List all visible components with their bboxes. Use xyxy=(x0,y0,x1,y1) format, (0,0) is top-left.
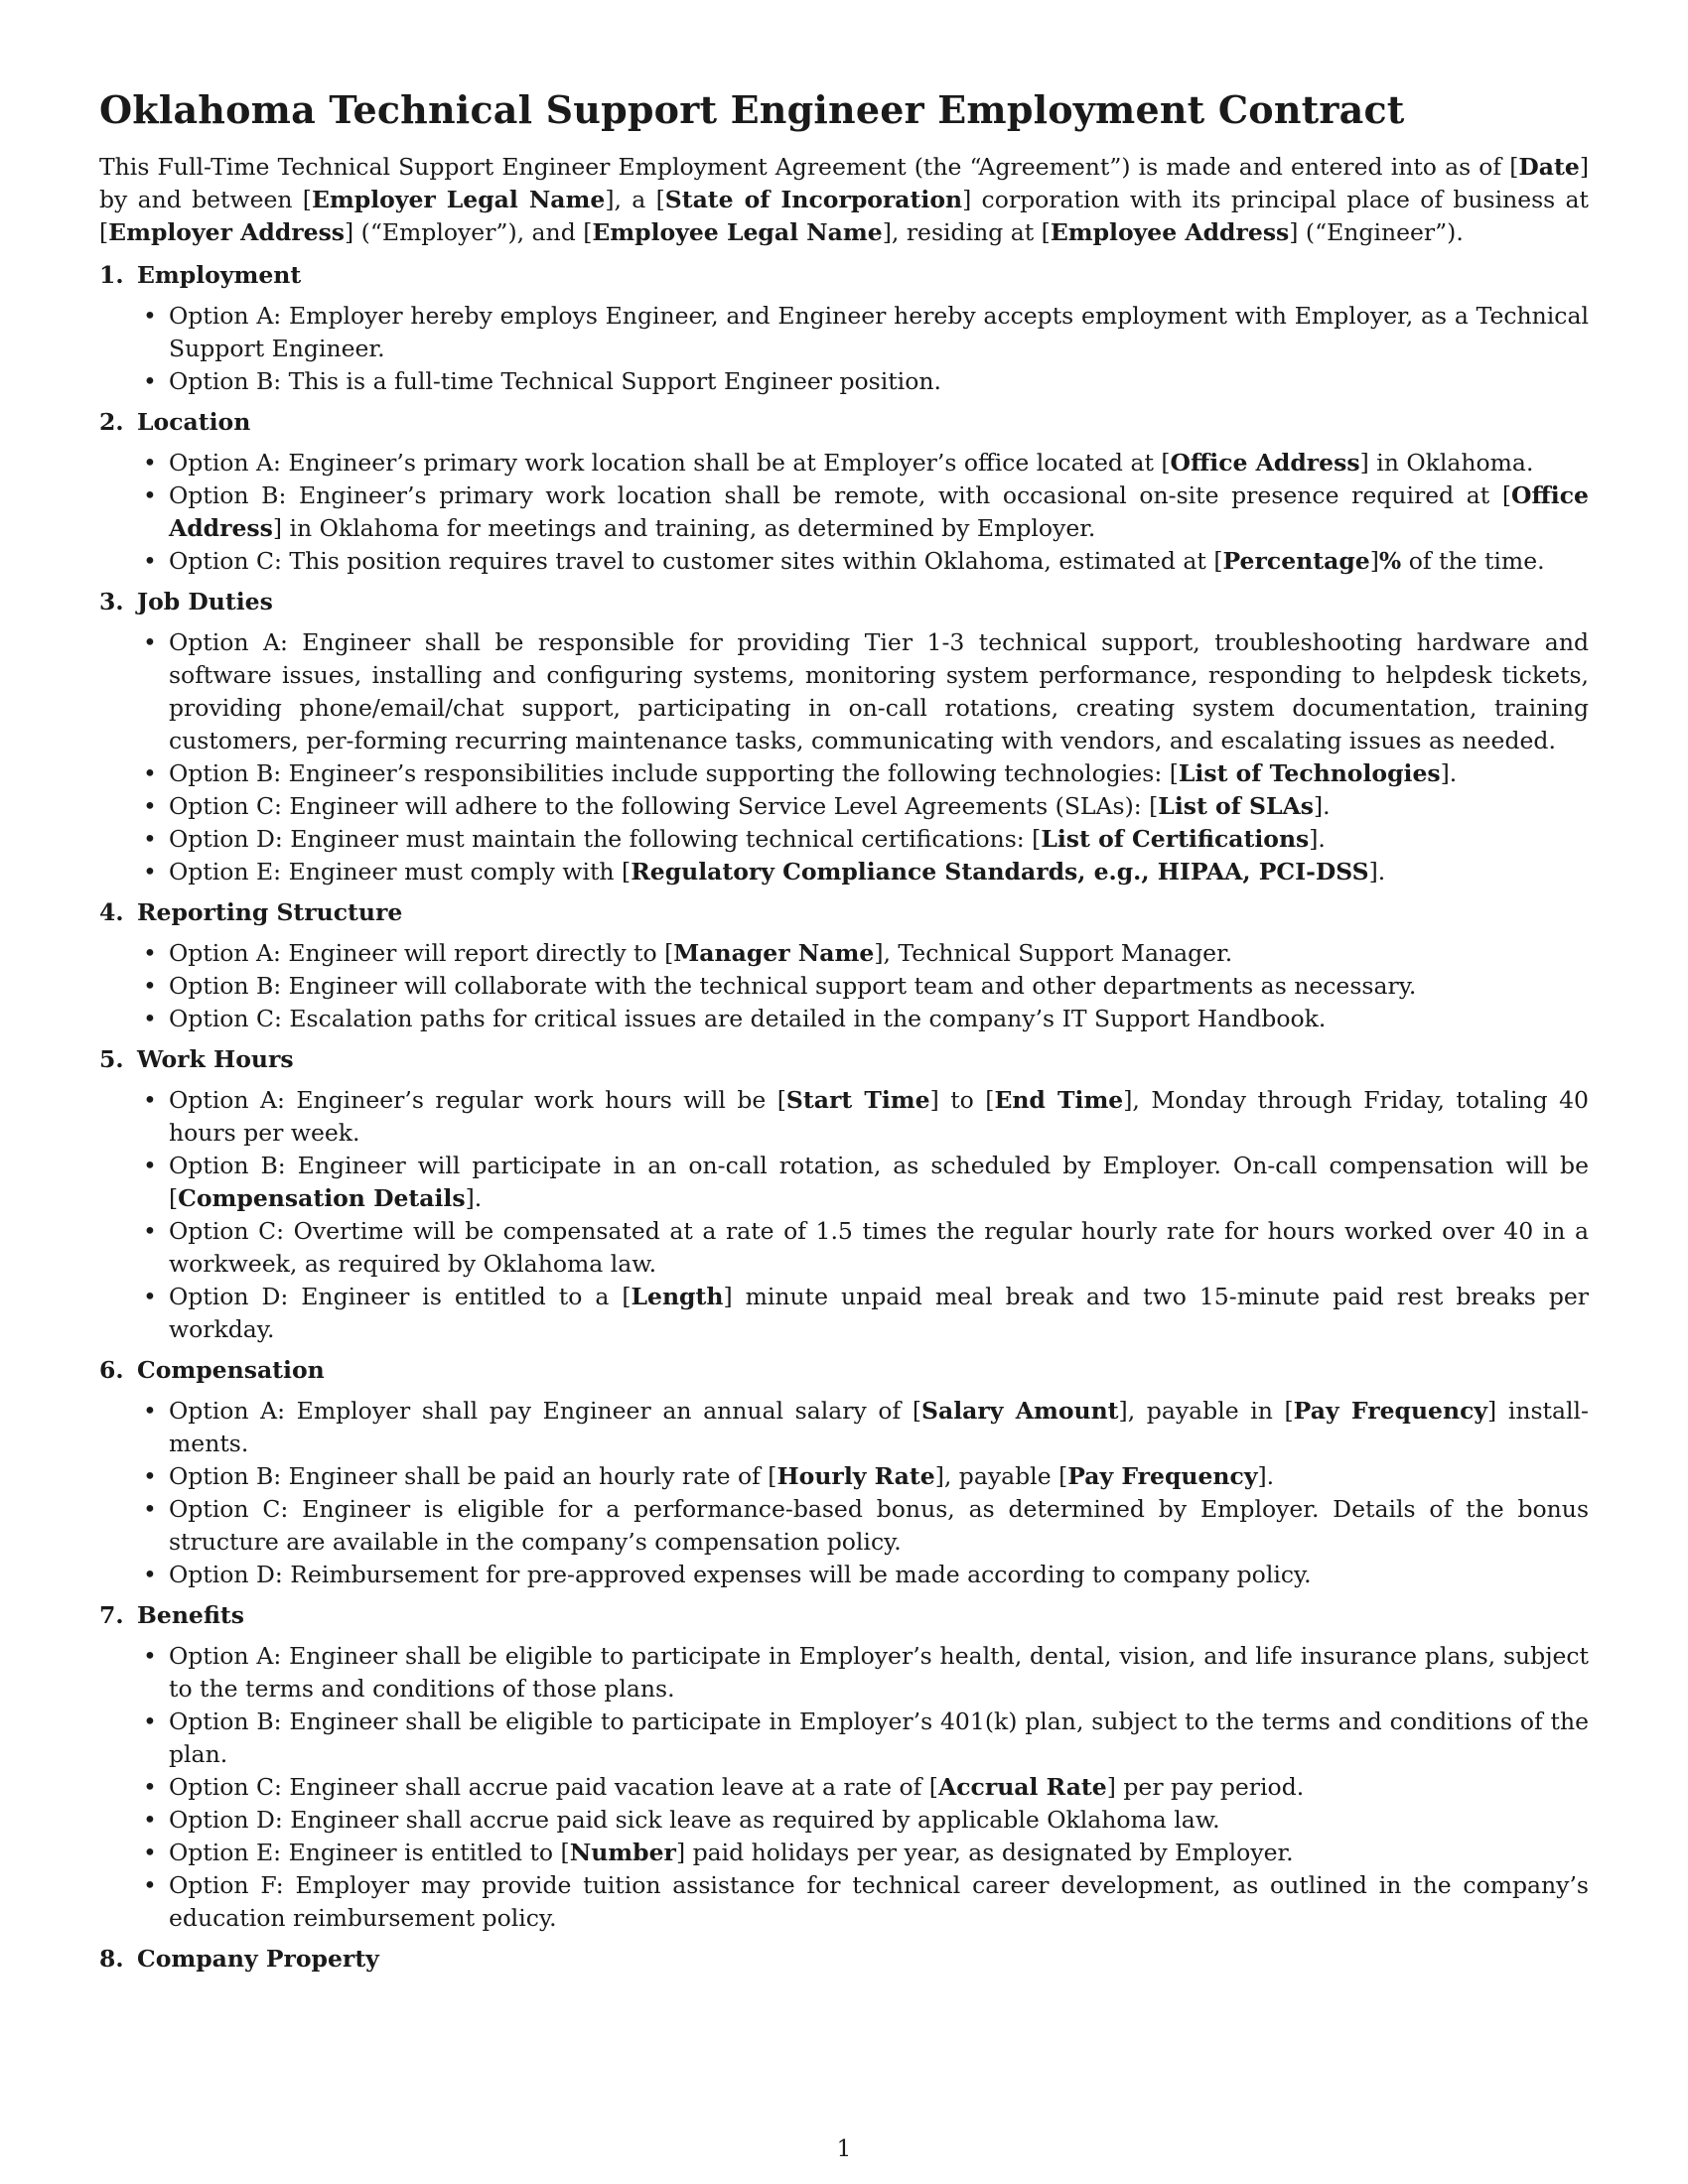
placeholder-field: State of Incorporation xyxy=(664,186,963,213)
text-run: Option E: Engineer must comply with [ xyxy=(169,858,632,886)
placeholder-field: Employee Address xyxy=(1050,218,1290,246)
placeholder-field: % xyxy=(1378,547,1402,575)
text-run: ] paid holidays per year, as designated by Employer. xyxy=(675,1839,1294,1866)
text-run: ]. xyxy=(1313,792,1331,820)
placeholder-field: Pay Frequency xyxy=(1293,1397,1488,1425)
text-run: Option D: Engineer shall accrue paid sick leave as required by applicable Oklahoma law. xyxy=(169,1806,1220,1834)
option-item xyxy=(99,545,1589,578)
text-run: ], a [ xyxy=(605,186,665,213)
text-run: ] corporation with its principal place of business at [ xyxy=(99,186,1589,246)
text-run: ], Monday through Friday, totaling 40 hours per week. xyxy=(169,1086,1589,1147)
section-title: Reporting Structure xyxy=(137,898,403,926)
text-run: ] per pay period. xyxy=(1106,1773,1305,1801)
text-run: Option D: Engineer must maintain the following technical certifications: [ xyxy=(169,825,1042,853)
text-run: ] by and between [ xyxy=(99,153,1589,213)
placeholder-field: End Time xyxy=(994,1086,1124,1114)
option-item xyxy=(99,1706,1589,1771)
option-item xyxy=(99,1460,1589,1493)
option-list xyxy=(99,1395,1589,1591)
option-list xyxy=(99,1640,1589,1935)
section-number: 3. xyxy=(99,588,124,615)
placeholder-field: Hourly Rate xyxy=(776,1462,935,1490)
option-item xyxy=(99,1084,1589,1150)
option-item xyxy=(99,1837,1589,1869)
placeholder-field: Office Address xyxy=(169,481,1589,542)
section-3 xyxy=(99,586,1589,888)
text-run: Option C: Engineer shall accrue paid vacation leave at a rate of [ xyxy=(169,1773,938,1801)
placeholder-field: Length xyxy=(631,1283,724,1310)
option-item xyxy=(99,1281,1589,1346)
section-number: 2. xyxy=(99,408,124,436)
text-run: ] (“Employer”), and [ xyxy=(345,218,593,246)
placeholder-field: Office Address xyxy=(1170,449,1360,477)
text-run: Option E: Engineer is entitled to [ xyxy=(169,1839,570,1866)
section-title: Location xyxy=(137,408,251,436)
section-7 xyxy=(99,1599,1589,1935)
section-5 xyxy=(99,1043,1589,1346)
text-run: Option C: Engineer is eligible for a performance-based bonus, as determined by Employer. Details of the bonus structure are available in the company’s compensation policy. xyxy=(169,1495,1589,1556)
option-item xyxy=(99,1869,1589,1935)
placeholder-field: List of Technologies xyxy=(1178,759,1441,787)
section-title: Compensation xyxy=(137,1356,325,1384)
option-item xyxy=(99,823,1589,856)
text-run: ] minute unpaid meal break and two 15-minute paid rest breaks per workday. xyxy=(169,1283,1589,1343)
text-run: Option A: Engineer shall be eligible to participate in Employer’s health, dental, vision, and life insurance plans, subject to the terms and conditions of those plans. xyxy=(169,1642,1589,1703)
text-run: Option D: Reimbursement for pre-approved expenses will be made according to company policy. xyxy=(169,1561,1312,1588)
option-item xyxy=(99,1493,1589,1559)
text-run: ]. xyxy=(1440,759,1458,787)
section-heading xyxy=(99,586,1589,618)
placeholder-field: Compensation Details xyxy=(178,1184,466,1212)
section-4 xyxy=(99,896,1589,1035)
section-number: 7. xyxy=(99,1601,124,1629)
option-item xyxy=(99,856,1589,888)
section-title: Company Property xyxy=(137,1945,379,1973)
placeholder-field: Manager Name xyxy=(673,939,875,967)
document-title: Oklahoma Technical Support Engineer Employment Contract xyxy=(99,87,1405,132)
placeholder-field: Start Time xyxy=(785,1086,930,1114)
text-run: Option A: Engineer shall be responsible for providing Tier 1-3 technical support, troubleshooting hardware and software issues, installing and configuring systems, monitoring system performance, responding to helpdesk tickets, providing phone/email/chat support, participating in on-call rotations, creating system documentation, training customers, per-forming recurring maintenance tasks, communicating with vendors, and escalating issues as needed. xyxy=(169,628,1589,754)
option-item xyxy=(99,937,1589,970)
placeholder-field: Percentage xyxy=(1222,547,1370,575)
text-run: Option A: Employer shall pay Engineer an annual salary of [ xyxy=(169,1397,922,1425)
section-heading xyxy=(99,1599,1589,1632)
option-item xyxy=(99,1640,1589,1706)
text-run: Option F: Employer may provide tuition assistance for technical career development, as outlined in the company’s education reimbursement policy. xyxy=(169,1871,1589,1932)
intro-paragraph xyxy=(99,151,1589,249)
text-run: Option B: Engineer’s responsibilities include supporting the following technologies: [ xyxy=(169,759,1179,787)
section-heading xyxy=(99,1943,1589,1976)
section-number: 6. xyxy=(99,1356,124,1384)
text-run: Option A: Employer hereby employs Engineer, and Engineer hereby accepts employment with Employer, as a Technical Support Engineer. xyxy=(169,302,1589,362)
text-run: Option C: This position requires travel to customer sites within Oklahoma, estimated at [ xyxy=(169,547,1223,575)
option-item xyxy=(99,1395,1589,1460)
text-run: ]. xyxy=(1309,825,1326,853)
section-1 xyxy=(99,259,1589,398)
section-number: 1. xyxy=(99,261,124,289)
option-list xyxy=(99,937,1589,1035)
text-run: ], payable in [ xyxy=(1118,1397,1294,1425)
placeholder-field: Employee Legal Name xyxy=(592,218,883,246)
option-item xyxy=(99,970,1589,1003)
text-run: ] xyxy=(1369,547,1379,575)
placeholder-field: Employer Address xyxy=(108,218,346,246)
text-run: Option D: Engineer is entitled to a [ xyxy=(169,1283,632,1310)
text-run: ], residing at [ xyxy=(882,218,1051,246)
section-number: 5. xyxy=(99,1045,124,1073)
text-run: ] in Oklahoma. xyxy=(1359,449,1534,477)
option-list xyxy=(99,1084,1589,1346)
section-title: Benefits xyxy=(137,1601,245,1629)
option-item xyxy=(99,626,1589,757)
placeholder-field: List of SLAs xyxy=(1158,792,1314,820)
section-heading xyxy=(99,896,1589,929)
text-run: ] install-ments. xyxy=(169,1397,1589,1457)
text-run: Option B: Engineer’s primary work location shall be remote, with occasional on-site presence required at [ xyxy=(169,481,1512,509)
text-run: Option A: Engineer’s regular work hours will be [ xyxy=(169,1086,786,1114)
section-8 xyxy=(99,1943,1589,1976)
text-run: Option B: Engineer will participate in an on-call rotation, as scheduled by Employer. On-call compensation will be [ xyxy=(169,1152,1589,1212)
option-item xyxy=(99,1215,1589,1281)
option-item xyxy=(99,1150,1589,1215)
placeholder-field: List of Certifications xyxy=(1041,825,1310,853)
text-run: ] to [ xyxy=(929,1086,995,1114)
section-title: Employment xyxy=(137,261,302,289)
text-run: ]. xyxy=(1368,858,1386,886)
option-item xyxy=(99,757,1589,790)
placeholder-field: Accrual Rate xyxy=(937,1773,1107,1801)
option-list xyxy=(99,626,1589,888)
option-item xyxy=(99,447,1589,479)
placeholder-field: Salary Amount xyxy=(921,1397,1119,1425)
option-item xyxy=(99,300,1589,365)
placeholder-field: Number xyxy=(569,1839,676,1866)
text-run: ] in Oklahoma for meetings and training, as determined by Employer. xyxy=(272,514,1096,542)
text-run: ] (“Engineer”). xyxy=(1289,218,1464,246)
text-run: Option A: Engineer will report directly to [ xyxy=(169,939,674,967)
option-item xyxy=(99,1559,1589,1591)
placeholder-field: Date xyxy=(1518,153,1580,181)
section-number: 8. xyxy=(99,1945,124,1973)
text-run: ], Technical Support Manager. xyxy=(874,939,1233,967)
page-number: 1 xyxy=(836,2136,852,2162)
text-run: ], payable [ xyxy=(934,1462,1068,1490)
document-page xyxy=(99,87,1589,1983)
section-heading xyxy=(99,259,1589,292)
placeholder-field: Regulatory Compliance Standards, e.g., HIPAA, PCI-DSS xyxy=(631,858,1369,886)
option-list xyxy=(99,300,1589,398)
option-item xyxy=(99,1804,1589,1837)
section-6 xyxy=(99,1354,1589,1591)
section-title: Work Hours xyxy=(137,1045,294,1073)
option-list xyxy=(99,447,1589,578)
section-heading xyxy=(99,406,1589,439)
placeholder-field: Pay Frequency xyxy=(1067,1462,1258,1490)
text-run: Option A: Engineer’s primary work location shall be at Employer’s office located at [ xyxy=(169,449,1171,477)
text-run: ]. xyxy=(1257,1462,1275,1490)
text-run: Option B: Engineer shall be paid an hourly rate of [ xyxy=(169,1462,777,1490)
option-item xyxy=(99,790,1589,823)
option-item xyxy=(99,365,1589,398)
text-run: Option B: Engineer will collaborate with the technical support team and other departments as necessary. xyxy=(169,972,1417,1000)
section-heading xyxy=(99,1354,1589,1387)
option-item xyxy=(99,1771,1589,1804)
section-2 xyxy=(99,406,1589,578)
sections-container xyxy=(99,259,1589,1976)
text-run: This Full-Time Technical Support Engineer Employment Agreement (the “Agreement”) is made and entered into as of [ xyxy=(99,153,1519,181)
text-run: of the time. xyxy=(1401,547,1545,575)
option-item xyxy=(99,479,1589,545)
section-number: 4. xyxy=(99,898,124,926)
text-run: Option C: Overtime will be compensated at a rate of 1.5 times the regular hourly rate for hours worked over 40 in a workweek, as required by Oklahoma law. xyxy=(169,1217,1589,1278)
text-run: Option C: Engineer will adhere to the following Service Level Agreements (SLAs): [ xyxy=(169,792,1159,820)
text-run: Option C: Escalation paths for critical issues are detailed in the company’s IT Support Handbook. xyxy=(169,1005,1327,1032)
option-item xyxy=(99,1003,1589,1035)
section-heading xyxy=(99,1043,1589,1076)
text-run: ]. xyxy=(465,1184,483,1212)
text-run: Option B: Engineer shall be eligible to participate in Employer’s 401(k) plan, subject to the terms and conditions of the plan. xyxy=(169,1707,1589,1768)
placeholder-field: Employer Legal Name xyxy=(311,186,606,213)
section-title: Job Duties xyxy=(137,588,273,615)
text-run: Option B: This is a full-time Technical Support Engineer position. xyxy=(169,367,941,395)
